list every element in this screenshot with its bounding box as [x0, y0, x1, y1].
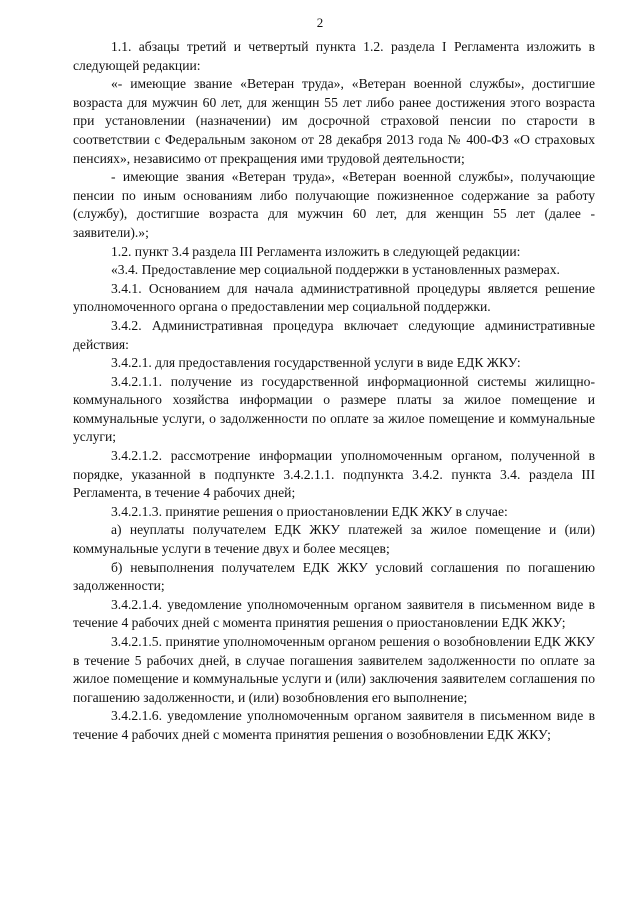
page-number: 2	[316, 15, 324, 30]
paragraph-3-4-2-1-6: 3.4.2.1.6. уведомление уполномоченным органом заявителя в письменном виде в течение 4 рабочих дней с момента принятия решения о возобновлении ЕДК ЖКУ;	[73, 708, 595, 742]
paragraph-3-4-1: 3.4.1. Основанием для начала административной процедуры является решение уполномоченного органа о предоставлении мер социальной поддержки.	[73, 280, 595, 315]
paragraph-1-2: 1.2. пункт 3.4 раздела III Регламента изложить в следующей редакции:	[111, 243, 521, 259]
paragraph-veteran-pension: - имеющие звания «Ветеран труда», «Ветеран военной службы», получающие пенсии по иным основаниям либо получающие пожизненное содержание за работу (службу), достигшие возраста для мужчин 60 лет, для женщин 55 лет (далее - заявители).»;	[73, 169, 595, 240]
paragraph-veteran-labor-age: «- имеющие звание «Ветеран труда», «Ветеран военной службы», достигшие возраста для мужчин 60 лет, для женщин 55 лет либо ранее достижения этого возраста при установлении (назначении) им досрочной страховой пенсии по старости в соответствии с Федеральным законом от 28 декабря 2013 года № 400-ФЗ «О страховых пенсиях», независимо от прекращения ими трудовой деятельности;	[73, 76, 595, 166]
paragraph-3-4-2-1: 3.4.2.1. для предоставления государственной услуги в виде ЕДК ЖКУ:	[111, 355, 521, 371]
paragraph-3-4-2-1-1: 3.4.2.1.1. получение из государственной информационной системы жилищно-коммунального хозяйства информации о размере платы за жилое помещение и коммунальные услуги, о задолженности по оплате за жилое помещение и коммунальные услуги;	[73, 373, 595, 445]
paragraph-3-4-2-1-5: 3.4.2.1.5. принятие уполномоченным органом решения о возобновлении ЕДК ЖКУ в течение 5 рабочих дней, в случае погашения заявителем задолженности по оплате за жилое помещение и коммунальные услуги и (или) заключения заявителем соглашения по погашению задолженности, и (или) возобновления его выполнение;	[73, 634, 595, 705]
paragraph-3-4-2-1-2: 3.4.2.1.2. рассмотрение информации уполномоченным органом, полученной в порядке, указанной в подпункте 3.4.2.1.1. подпункта 3.4.2. пункта 3.4. раздела III Регламента, в течение 4 рабочих дней;	[73, 448, 595, 501]
paragraph-3-4-2: 3.4.2. Административная процедура включает следующие административные действия:	[73, 317, 595, 352]
paragraph-1-1: 1.1. абзацы третий и четвертый пункта 1.2. раздела I Регламента изложить в следующей редакции:	[73, 39, 595, 73]
paragraph-3-4-2-1-3: 3.4.2.1.3. принятие решения о приостановлении ЕДК ЖКУ в случае:	[111, 503, 508, 519]
paragraph-3-4: «3.4. Предоставление мер социальной поддержки в установленных размерах.	[111, 262, 560, 278]
paragraph-3-4-2-1-4: 3.4.2.1.4. уведомление уполномоченным органом заявителя в письменном виде в течение 4 рабочих дней с момента принятия решения о приостановлении ЕДК ЖКУ;	[73, 596, 595, 631]
paragraph-item-b: б) невыполнения получателем ЕДК ЖКУ условий соглашения по погашению задолженности;	[73, 559, 595, 594]
document-body	[73, 38, 595, 745]
paragraph-item-a: а) неуплаты получателем ЕДК ЖКУ платежей за жилое помещение и (или) коммунальные услуги в течение двух и более месяцев;	[73, 522, 595, 557]
